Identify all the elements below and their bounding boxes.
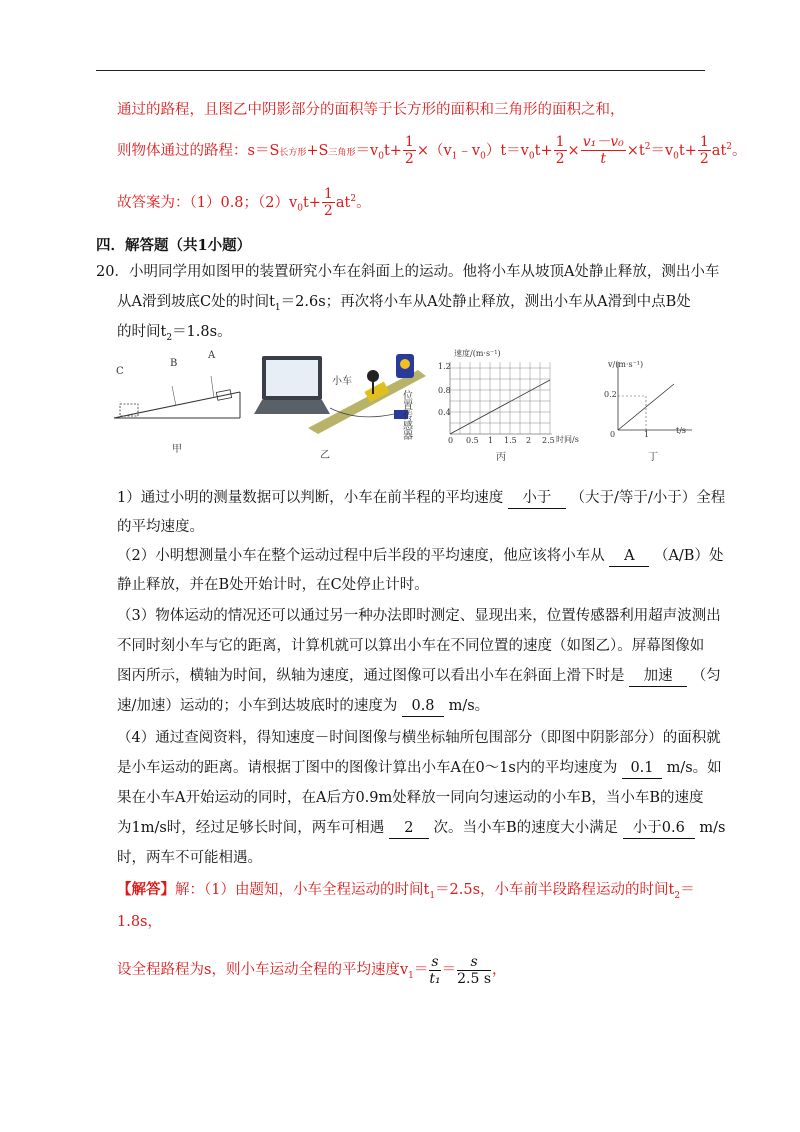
question-20-line-3 [117, 322, 232, 348]
formula-text: t+ [534, 142, 553, 159]
blank-2: A [609, 546, 649, 567]
answer-4-line-1: （4）通过查阅资料，得知速度－时间图像与横坐标轴所包围部分（即图中阴影部分）的面积就 [117, 730, 721, 746]
subscript: 1 [429, 890, 436, 901]
answer-4-line-2 [117, 758, 722, 779]
answer-3-line-1: （3）物体运动的情况还可以通过另一种办法即时测定、显现出来，位置传感器利用超声波测出 [117, 608, 721, 624]
analysis-text: ＝ [680, 882, 695, 898]
fraction-numerator: 1 [323, 186, 333, 203]
superscript: 2 [350, 194, 357, 204]
answer-2-cont: 静止释放，并在B处开始计时，在C处停止计时。 [117, 577, 429, 593]
answer-text: （匀 [691, 668, 721, 684]
answer-text: 速/加速）运动的；小车到达坡底时的速度为 [117, 698, 398, 714]
formula-text: at [711, 142, 727, 159]
answer-summary [117, 182, 371, 226]
analysis-text: ＝ [441, 962, 457, 978]
subscript: 1 [408, 970, 414, 981]
bing-y-label: 速度/(m·s⁻¹) [454, 349, 501, 358]
question-20-line-1: 20．小明同学用如图甲的装置研究小车在斜面上的运动。他将小车从坡顶A处静止释放，测出小车 [96, 264, 720, 280]
formula-text: t+ [383, 142, 402, 159]
answer-3-line-2: 不同时刻小车与它的距离，计算机就可以算出小车在不同位置的速度（如图乙）。屏幕图像如 [117, 638, 705, 654]
question-text: 的时间t [117, 324, 167, 340]
figure-vt-grid [432, 354, 572, 444]
fraction-numerator: 1 [699, 134, 709, 151]
analysis-text: ＝ [413, 962, 429, 978]
incline-label-b: B [170, 358, 178, 369]
label-position-sensor: 位置传感器 [403, 391, 413, 442]
ding-x-label: t/s [676, 426, 687, 435]
answer-text: 为1m/s时，经过足够长时间，两车可相遇 [117, 820, 385, 836]
bing-ytick-3: 0.4 [438, 408, 451, 417]
analysis-text: ， [492, 962, 507, 978]
blank-5: 0.1 [622, 758, 662, 779]
formula-text: ×（v [416, 142, 452, 159]
fraction-velocity [581, 135, 626, 166]
subscript: 0 [480, 151, 486, 162]
fraction-denominator: 2 [699, 151, 709, 168]
bing-xtick-4: 2 [526, 436, 532, 445]
question-text: 从A滑到坡底C处的时间t [117, 294, 275, 310]
formula-text: +S [306, 142, 329, 159]
figures-row [110, 346, 710, 461]
analysis-line-2: 1.8s， [117, 914, 163, 930]
question-text: ＝2.6s；再次将小车从A处静止释放，测出小车从A滑到中点B处 [280, 294, 691, 310]
ding-origin: 0 [610, 430, 616, 439]
subscript: 2 [166, 332, 173, 343]
analysis-line-1 [117, 880, 695, 906]
formula-text: × [567, 142, 580, 159]
answer-text: 故答案为：（1）0.8；（2）v [117, 194, 298, 211]
formula-text: ＝v [650, 142, 674, 159]
answer-text: t+ [302, 194, 321, 211]
superscript: 2 [726, 142, 733, 152]
answer-text: 。 [356, 194, 371, 211]
bing-xtick-2: 1 [488, 436, 494, 445]
ding-ytick: 0.2 [604, 390, 617, 399]
fraction-denominator: 2 [555, 151, 565, 168]
bing-xtick-5: 2.5 [542, 436, 555, 445]
bing-x-label: 时间/s [556, 435, 579, 444]
fraction-denominator: t₁ [429, 970, 441, 987]
label-car: 小车 [332, 376, 352, 387]
blank-4: 0.8 [402, 696, 444, 717]
analysis-text: ＝2.5s，小车前半段路程运动的时间t [435, 882, 675, 898]
formula-text: ）t＝v [485, 142, 529, 159]
answer-1 [117, 488, 725, 509]
formula-text: 则物体通过的路程：s＝S [117, 142, 280, 159]
figure-caption-yi: 乙 [320, 450, 330, 461]
analysis-line-3 [117, 952, 507, 994]
section-title: 四．解答题（共1小题） [96, 237, 252, 254]
answer-2 [117, 546, 723, 567]
fraction-s-2-5 [457, 955, 491, 986]
subscript: 0 [297, 203, 303, 214]
subscript: 0 [673, 151, 679, 162]
fraction-numerator: 1 [404, 134, 414, 151]
fraction-s-t1 [429, 955, 440, 986]
blank-3: 加速 [629, 666, 687, 687]
question-text: ＝1.8s。 [172, 324, 232, 340]
subscript: 长方形 [279, 147, 307, 158]
fraction-numerator: v₁－v₀ [582, 134, 624, 151]
fraction-numerator: 1 [555, 134, 565, 151]
formula-text: 。 [732, 142, 747, 159]
answer-text: m/s。 [448, 698, 490, 714]
superscript: 2 [644, 142, 651, 152]
fraction-numerator: s [457, 955, 491, 971]
answer-text: （2）小明想测量小车在整个运动过程中后半段的平均速度，他应该将小车从 [117, 548, 605, 564]
fraction-half [403, 135, 416, 166]
subscript: 0 [528, 151, 535, 162]
blank-6: 2 [389, 818, 429, 839]
answer-text: m/s [699, 820, 726, 836]
solution-line-2 [117, 130, 747, 174]
bing-ytick-1: 1.2 [438, 362, 451, 371]
fraction-numerator: s [429, 955, 440, 971]
bing-xtick-1: 0.5 [466, 436, 479, 445]
answer-4-line-4 [117, 818, 725, 839]
answer-text: m/s。如 [666, 760, 722, 776]
blank-1: 小于 [508, 488, 566, 509]
ding-y-label: v/(m·s⁻¹) [608, 360, 644, 369]
answer-4-line-3: 果在小车A开始运动的同时，在A后方0.9m处释放一同向匀速运动的小车B，当小车B的速度 [117, 790, 704, 806]
bing-xtick-3: 1.5 [504, 436, 517, 445]
bing-ytick-2: 0.8 [438, 386, 451, 395]
fraction-half [322, 187, 335, 218]
fraction-denominator: 2 [404, 151, 414, 168]
incline-label-a: A [208, 350, 216, 361]
analysis-tag: 【解答】 [117, 881, 175, 898]
answer-text: 图丙所示，横轴为时间，纵轴为速度，通过图像可以看出小车在斜面上滑下时是 [117, 668, 625, 684]
subscript: 1 [451, 151, 458, 162]
header-rule [96, 70, 705, 71]
ding-xtick: 1 [644, 430, 650, 439]
figure-caption-jia: 甲 [172, 444, 182, 455]
fraction-denominator: 2.5 s [457, 970, 492, 987]
answer-text: at [335, 194, 351, 211]
answer-3-line-4 [117, 696, 489, 717]
figure-caption-bing: 丙 [496, 452, 506, 463]
subscript: 2 [674, 890, 681, 901]
formula-text: t+ [678, 142, 697, 159]
formula-text: ＝v [355, 142, 379, 159]
figure-caption-ding: 丁 [648, 452, 658, 463]
subscript: 1 [274, 302, 281, 313]
analysis-text: 设全程路程为s，则小车运动全程的平均速度v [117, 962, 409, 978]
bing-xtick-0: 0 [448, 436, 454, 445]
solution-line-1 [117, 100, 625, 120]
incline-label-c: C [116, 366, 124, 377]
answer-4-line-5: 时，两车不可能相遇。 [117, 850, 262, 866]
solution-text: 通过的路程，且图乙中阴影部分的面积等于长方形的面积和三角形的面积之和， [117, 102, 625, 118]
blank-7: 小于0.6 [623, 818, 695, 839]
figure-incline [110, 364, 245, 424]
answer-text: 是小车运动的距离。请根据丁图中的图像计算出小车A在0～1s内的平均速度为 [117, 760, 618, 776]
answer-text: 次。当小车B的速度大小满足 [433, 820, 619, 836]
fraction-denominator: t [600, 151, 607, 168]
figure-laptop-setup [248, 350, 428, 435]
subscript: 0 [378, 151, 384, 162]
analysis-text: 解：（1）由题知，小车全程运动的时间t [175, 882, 430, 898]
formula-text: ×t [626, 142, 645, 159]
answer-text: 1）通过小明的测量数据可以判断，小车在前半程的平均速度 [117, 490, 504, 506]
answer-text: （A/B）处 [653, 548, 724, 564]
fraction-denominator: 2 [323, 203, 333, 220]
answer-1-cont: 的平均速度。 [117, 519, 204, 535]
answer-text: （大于/等于/小于）全程 [570, 490, 726, 506]
formula-text: ﹣v [457, 142, 481, 159]
fraction-half [698, 135, 711, 166]
subscript: 三角形 [328, 147, 356, 158]
answer-3-line-3 [117, 666, 721, 687]
question-20-line-2 [117, 292, 691, 318]
fraction-half [554, 135, 567, 166]
